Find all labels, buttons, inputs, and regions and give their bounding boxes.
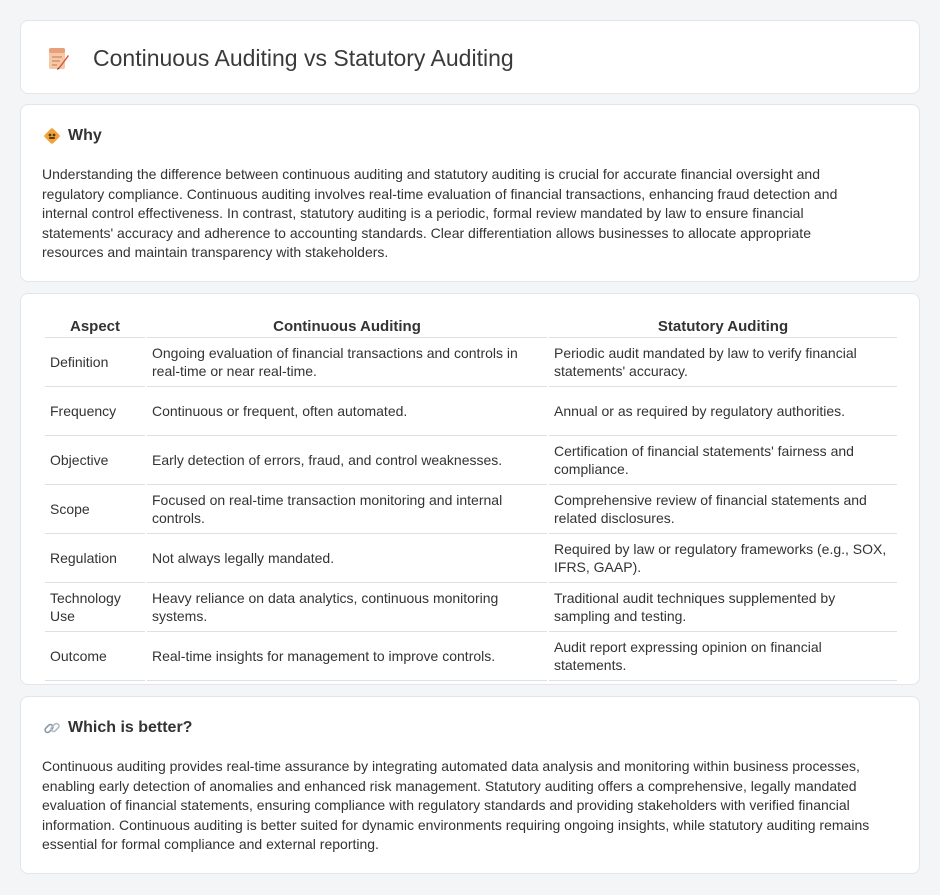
table-row (45, 485, 897, 534)
cell-continuous: Real-time insights for management to improve controls. (147, 632, 547, 681)
cell-aspect: Scope (45, 485, 145, 534)
cell-continuous: Continuous or frequent, often automated. (147, 387, 547, 436)
document-pencil-icon (47, 46, 71, 72)
cell-aspect: Regulation (45, 534, 145, 583)
cell-statutory: Certification of financial statements' fairness and compliance. (549, 436, 897, 485)
cell-continuous: Not always legally mandated. (147, 534, 547, 583)
table-row (45, 436, 897, 485)
cell-continuous: Focused on real-time transaction monitoring and internal controls. (147, 485, 547, 534)
cell-aspect: Outcome (45, 632, 145, 681)
table-row (45, 534, 897, 583)
cell-continuous: Early detection of errors, fraud, and control weaknesses. (147, 436, 547, 485)
cell-statutory: Annual or as required by regulatory authorities. (549, 387, 897, 436)
why-text: Understanding the difference between continuous auditing and statutory auditing is crucial for accurate financial oversight and regulatory compliance. Continuous auditing involves real-time evaluation of financial transactions, enhancing fraud detection and internal control effectiveness. In contrast, statutory auditing is a periodic, formal review mandated by law to ensure financial statements' accuracy and adherence to accounting standards. Clear differentiation allows businesses to allocate appropriate resources and maintain transparency with stakeholders. (42, 166, 838, 261)
cell-aspect: Objective (45, 436, 145, 485)
cell-statutory: Periodic audit mandated by law to verify financial statements' accuracy. (549, 338, 897, 387)
header-statutory: Statutory Auditing (549, 316, 897, 338)
cell-statutory: Comprehensive review of financial statements and related disclosures. (549, 485, 897, 534)
comparison-table (43, 316, 899, 681)
better-card (20, 696, 920, 874)
header-aspect: Aspect (45, 316, 145, 338)
header-continuous: Continuous Auditing (147, 316, 547, 338)
table-row (45, 632, 897, 681)
cell-statutory: Traditional audit techniques supplemented by sampling and testing. (549, 583, 897, 632)
better-text: Continuous auditing provides real-time assurance by integrating automated data analysis and monitoring within business processes, enabling early detection of anomalies and enhanced risk management. Statutory auditing offers a comprehensive, legally mandated evaluation of financial statements, ensuring compliance with regulatory standards and providing stakeholders with verified financial information. Continuous auditing is better suited for dynamic environments requiring ongoing insights, while statutory auditing remains essential for formal compliance and external reporting. (42, 758, 870, 853)
table-row (45, 387, 897, 436)
table-header-row (45, 316, 897, 338)
title-row (47, 45, 514, 72)
cell-aspect: Definition (45, 338, 145, 387)
cell-aspect: Frequency (45, 387, 145, 436)
better-title: Which is better? (68, 719, 193, 736)
why-title: Why (68, 127, 102, 144)
why-card (20, 104, 920, 282)
header-card (20, 20, 920, 94)
diamond-sign-icon (43, 127, 61, 145)
cell-aspect: Technology Use (45, 583, 145, 632)
cell-continuous: Heavy reliance on data analytics, continuous monitoring systems. (147, 583, 547, 632)
link-icon (43, 719, 61, 737)
comparison-card (20, 293, 920, 685)
table-row (45, 583, 897, 632)
better-heading (43, 719, 192, 737)
cell-statutory: Audit report expressing opinion on financial statements. (549, 632, 897, 681)
cell-statutory: Required by law or regulatory frameworks (e.g., SOX, IFRS, GAAP). (549, 534, 897, 583)
why-heading (43, 127, 102, 145)
cell-continuous: Ongoing evaluation of financial transactions and controls in real-time or near real-time. (147, 338, 547, 387)
page-title: Continuous Auditing vs Statutory Auditing (93, 45, 514, 71)
table-row (45, 338, 897, 387)
